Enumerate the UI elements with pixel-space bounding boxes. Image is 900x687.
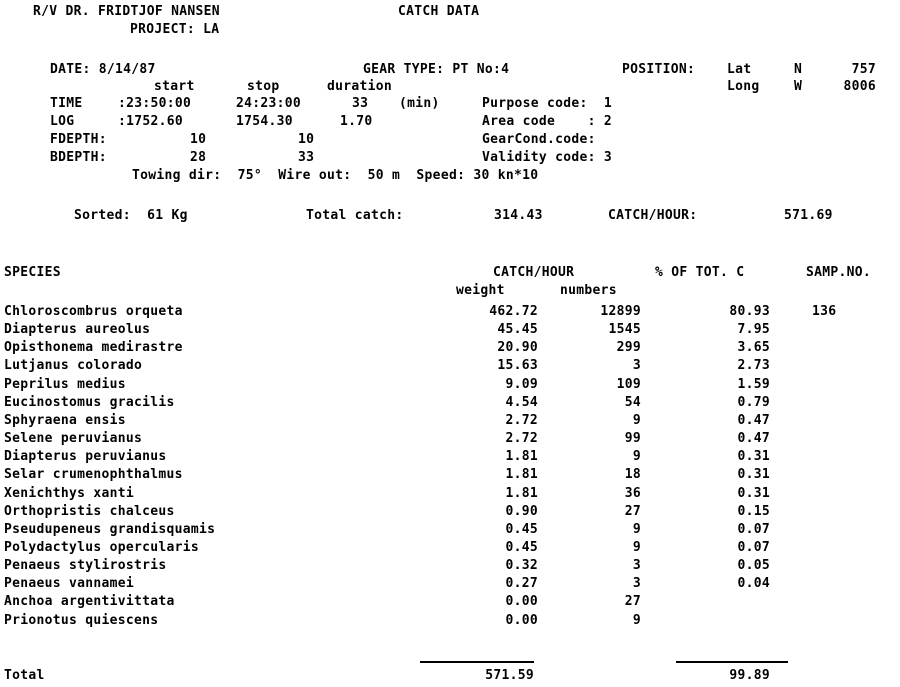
station-date: DATE: 8/14/87 [50, 62, 156, 77]
weight-cell: 9.09 [505, 376, 538, 392]
time-duration: 33 [352, 96, 369, 111]
percent-cell: 2.73 [737, 358, 770, 374]
area-code: Area code : 2 [482, 114, 613, 129]
numbers-cell: 3 [632, 358, 641, 374]
weight-cell: 2.72 [505, 412, 538, 428]
gear-type: GEAR TYPE: PT No:4 [363, 62, 510, 77]
percent-cell: 1.59 [737, 376, 770, 392]
sample-number-column-header: SAMP.NO. [806, 265, 872, 280]
weight-total-rule [420, 661, 534, 663]
weight-cell: 0.45 [505, 540, 538, 555]
fdepth-label: FDEPTH: [50, 132, 107, 147]
numbers-cell: 1545 [608, 322, 641, 338]
numbers-cell: 3 [632, 576, 641, 592]
long-hemisphere: W [794, 79, 803, 94]
numbers-cell: 109 [616, 376, 641, 392]
gearcond-code: GearCond.code: [482, 132, 596, 147]
percent-cell: 80.93 [729, 304, 770, 319]
weight-cell: 0.90 [505, 503, 538, 519]
document-title: CATCH DATA [398, 4, 480, 19]
purpose-code: Purpose code: 1 [482, 96, 613, 111]
percent-cell: 0.05 [737, 558, 770, 574]
col-start-header: start [154, 79, 195, 94]
percent-cell: 0.47 [737, 431, 770, 446]
weight-cell: 0.00 [505, 594, 538, 610]
percent-cell: 3.65 [737, 340, 770, 356]
sorted-weight: Sorted: 61 Kg [74, 208, 188, 223]
numbers-cell: 3 [632, 558, 641, 574]
species-name: Diapterus aureolus [4, 322, 151, 338]
percent-cell: 0.31 [737, 485, 770, 501]
position-label: POSITION: [622, 62, 696, 77]
validity-code: Validity code: 3 [482, 150, 613, 165]
percent-cell: 0.79 [737, 394, 770, 410]
species-column-header: SPECIES [4, 265, 61, 280]
species-name: Orthopristis chalceus [4, 503, 175, 519]
percent-total-rule [676, 661, 788, 663]
project-label: PROJECT: LA [130, 22, 220, 37]
total-catch-label: Total catch: [306, 208, 404, 223]
weight-cell: 0.27 [505, 576, 538, 592]
weight-cell: 2.72 [505, 431, 538, 446]
numbers-cell: 36 [624, 485, 641, 501]
lat-label: Lat [727, 62, 752, 77]
bdepth-label: BDEPTH: [50, 150, 107, 165]
col-stop-header: stop [247, 79, 280, 94]
total-percent: 99.89 [729, 668, 770, 683]
towing-line: Towing dir: 75° Wire out: 50 m Speed: 30 kn*10 [132, 168, 539, 183]
species-name: Opisthonema medirastre [4, 340, 183, 356]
species-name: Lutjanus colorado [4, 358, 143, 374]
catch-hour-label: CATCH/HOUR: [608, 208, 698, 223]
numbers-cell: 12899 [600, 304, 641, 319]
col-duration-header: duration [327, 79, 393, 94]
species-name: Anchoa argentivittata [4, 594, 175, 610]
numbers-column-header: numbers [560, 283, 617, 298]
catch-hour-column-header: CATCH/HOUR [493, 265, 575, 280]
numbers-cell: 18 [624, 467, 641, 483]
numbers-cell: 9 [632, 612, 641, 628]
species-name: Eucinostomus gracilis [4, 394, 175, 410]
species-name: Peprilus medius [4, 376, 126, 392]
percent-column-header: % OF TOT. C [655, 265, 745, 280]
vessel-name: R/V DR. FRIDTJOF NANSEN [33, 4, 220, 19]
numbers-cell: 27 [624, 503, 641, 519]
percent-cell: 0.31 [737, 467, 770, 483]
species-name: Xenichthys xanti [4, 485, 135, 501]
log-label: LOG [50, 114, 75, 129]
catch-hour-value: 571.69 [784, 208, 833, 223]
long-label: Long [727, 79, 760, 94]
time-unit: (min) [399, 96, 440, 111]
numbers-cell: 299 [616, 340, 641, 356]
log-duration: 1.70 [340, 114, 373, 129]
time-stop: 24:23:00 [236, 96, 302, 111]
lat-value: 757 [851, 62, 876, 77]
species-name: Selene peruvianus [4, 431, 143, 446]
fdepth-stop: 10 [298, 132, 315, 147]
fdepth-start: 10 [190, 132, 207, 147]
species-name: Chloroscombrus orqueta [4, 304, 183, 319]
log-stop: 1754.30 [236, 114, 293, 129]
total-catch-value: 314.43 [494, 208, 543, 223]
lat-hemisphere: N [794, 62, 803, 77]
weight-column-header: weight [456, 283, 505, 298]
percent-cell: 0.07 [737, 540, 770, 555]
weight-cell: 0.32 [505, 558, 538, 574]
long-value: 8006 [843, 79, 876, 94]
weight-cell: 462.72 [489, 304, 538, 319]
weight-cell: 20.90 [497, 340, 538, 356]
species-name: Pseudupeneus grandisquamis [4, 521, 216, 537]
weight-cell: 0.00 [505, 612, 538, 628]
bdepth-start: 28 [190, 150, 207, 165]
weight-cell: 4.54 [505, 394, 538, 410]
numbers-cell: 27 [624, 594, 641, 610]
percent-cell: 0.31 [737, 449, 770, 465]
numbers-cell: 9 [632, 412, 641, 428]
species-name: Selar crumenophthalmus [4, 467, 183, 483]
species-name: Sphyraena ensis [4, 412, 126, 428]
numbers-cell: 9 [632, 540, 641, 555]
total-weight: 571.59 [485, 668, 534, 683]
time-label: TIME [50, 96, 83, 111]
percent-cell: 7.95 [737, 322, 770, 338]
species-name: Penaeus vannamei [4, 576, 135, 592]
total-label: Total [4, 668, 45, 683]
percent-cell: 0.47 [737, 412, 770, 428]
weight-cell: 15.63 [497, 358, 538, 374]
weight-cell: 1.81 [505, 485, 538, 501]
time-start: :23:50:00 [118, 96, 192, 111]
numbers-cell: 9 [632, 521, 641, 537]
weight-cell: 1.81 [505, 449, 538, 465]
species-name: Diapterus peruvianus [4, 449, 167, 465]
percent-cell: 0.07 [737, 521, 770, 537]
numbers-cell: 9 [632, 449, 641, 465]
weight-cell: 45.45 [497, 322, 538, 338]
numbers-cell: 99 [624, 431, 641, 446]
percent-cell: 0.04 [737, 576, 770, 592]
species-name: Penaeus stylirostris [4, 558, 167, 574]
bdepth-stop: 33 [298, 150, 315, 165]
log-start: :1752.60 [118, 114, 184, 129]
weight-cell: 0.45 [505, 521, 538, 537]
numbers-cell: 54 [624, 394, 641, 410]
percent-cell: 0.15 [737, 503, 770, 519]
species-name: Polydactylus opercularis [4, 540, 200, 555]
species-name: Prionotus quiescens [4, 612, 159, 628]
weight-cell: 1.81 [505, 467, 538, 483]
sample-number-cell: 136 [812, 304, 837, 319]
